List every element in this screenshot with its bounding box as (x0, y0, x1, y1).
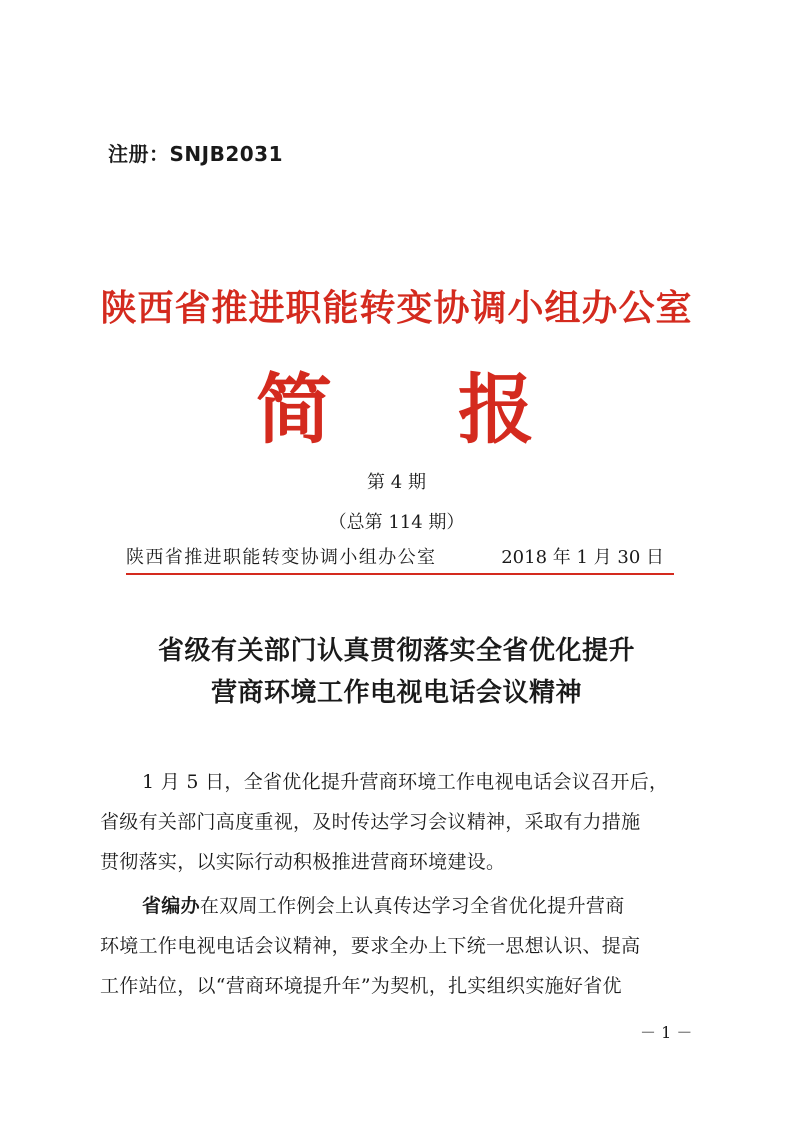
paragraph-1-line-2: 省级有关部门高度重视，及时传达学习会议精神，采取有力措施 (100, 811, 641, 833)
dateline-organization: 陕西省推进职能转变协调小组办公室 (126, 547, 437, 568)
headline-line-2: 营商环境工作电视电话会议精神 (210, 678, 582, 708)
dateline (126, 543, 674, 569)
masthead-organization: 陕西省推进职能转变协调小组办公室 (100, 288, 693, 329)
paragraph-1 (100, 762, 693, 882)
issue-number: 第 4 期 (367, 472, 426, 493)
red-divider (126, 573, 674, 575)
paragraph-2-line-1-text: 在双周工作例会上认真传达学习全省优化提升营商 (199, 895, 625, 917)
paragraph-2-line-1 (100, 886, 693, 926)
paragraph-2-line-2: 环境工作电视电话会议精神，要求全办上下统一思想认识、提高 (100, 935, 641, 957)
paragraph-1-line-1: 1 月 5 日，全省优化提升营商环境工作电视电话会议召开后， (142, 771, 669, 793)
page-number: － 1 － (640, 1023, 693, 1042)
headline-line-1: 省级有关部门认真贯彻落实全省优化提升 (157, 636, 635, 666)
paragraph-2-lead: 省编办 (142, 895, 200, 917)
masthead-title-right: 报 (458, 365, 534, 454)
paragraph-2-line-3: 工作站位，以“营商环境提升年”为契机，扎实组织实施好省优 (100, 975, 622, 997)
registration-number: 注册：SNJB2031 (108, 142, 283, 166)
dateline-date: 2018 年 1 月 30 日 (501, 547, 664, 568)
paragraph-2 (100, 886, 693, 1006)
masthead-title-left: 简 (256, 365, 332, 454)
issue-total: （总第 114 期） (328, 512, 465, 533)
paragraph-1-line-3: 贯彻落实，以实际行动积极推进营商环境建设。 (100, 851, 506, 873)
